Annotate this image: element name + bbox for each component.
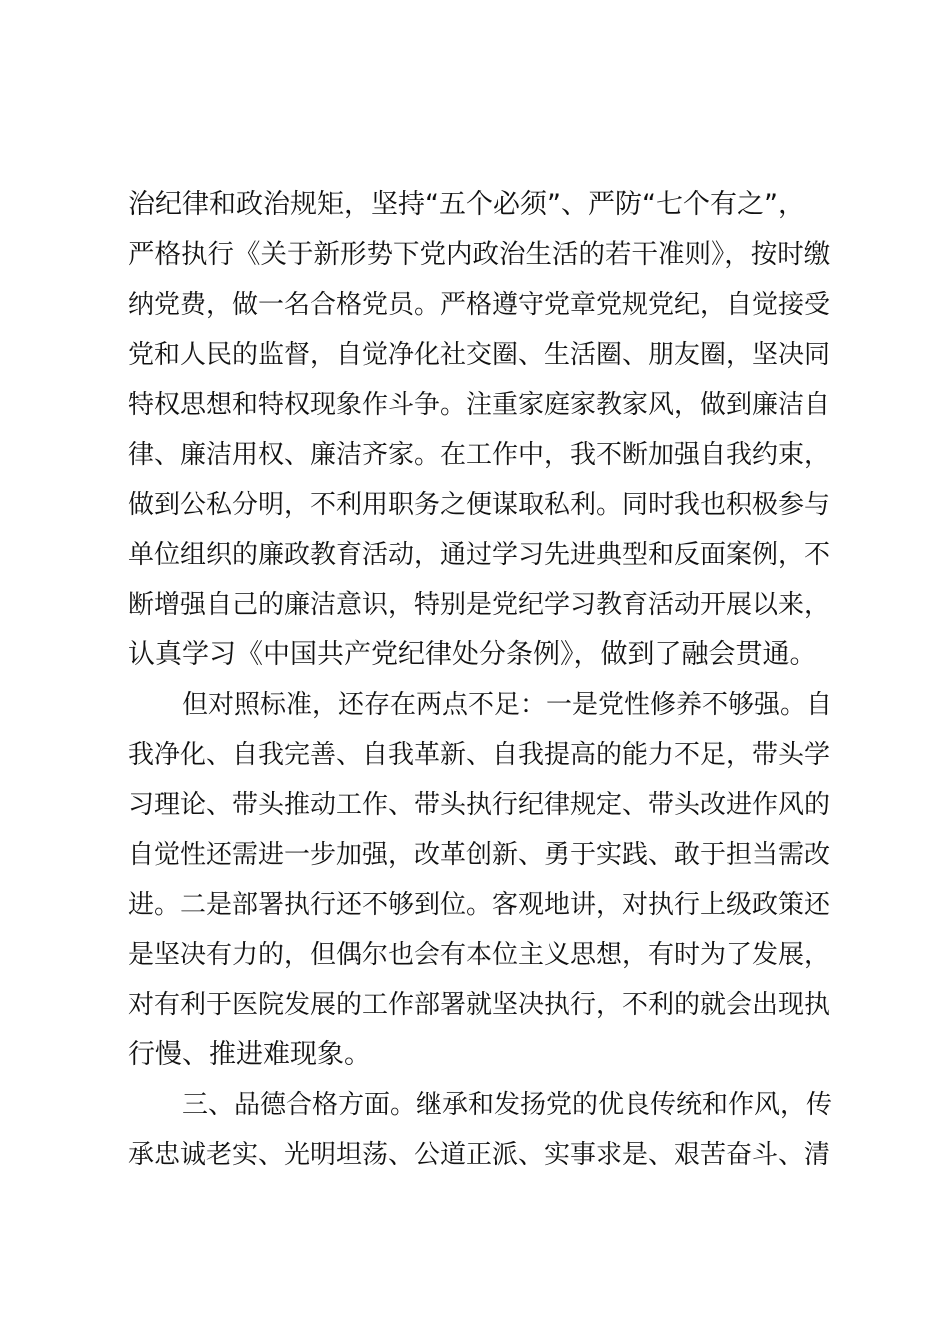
body-text	[128, 180, 834, 1180]
text-line: 断增强自己的廉洁意识，特别是党纪学习教育活动开展以来，	[128, 590, 831, 620]
text-line: 三、品德合格方面。继承和发扬党的优良传统和作风，传	[182, 1090, 833, 1120]
text-line: 对有利于医院发展的工作部署就坚决执行，不利的就会出现执	[128, 990, 831, 1020]
text-line: 严格执行《关于新形势下党内政治生活的若干准则》，按时缴	[128, 239, 831, 270]
paragraph-discipline	[128, 180, 834, 680]
text-line: 治纪律和政治规矩，坚持“五个必须”、严防“七个有之”，	[128, 189, 805, 220]
text-line: 习理论、带头推动工作、带头执行纪律规定、带头改进作风的	[128, 790, 831, 820]
text-line: 我净化、自我完善、自我革新、自我提高的能力不足，带头学	[128, 740, 831, 770]
text-line: 特权思想和特权现象作斗争。注重家庭家教家风，做到廉洁自	[128, 390, 831, 420]
paragraph-character	[128, 1080, 834, 1180]
text-line: 自觉性还需进一步加强，改革创新、勇于实践、敢于担当需改	[128, 840, 831, 870]
text-line: 做到公私分明，不利用职务之便谋取私利。同时我也积极参与	[128, 490, 831, 520]
text-line: 是坚决有力的，但偶尔也会有本位主义思想，有时为了发展，	[128, 940, 831, 970]
text-line: 行慢、推进难现象。	[128, 1039, 371, 1070]
paragraph-shortcomings	[128, 680, 834, 1080]
text-line: 但对照标准，还存在两点不足：一是党性修养不够强。自	[182, 690, 833, 720]
text-line: 承忠诚老实、光明坦荡、公道正派、实事求是、艰苦奋斗、清	[128, 1140, 831, 1170]
text-line: 党和人民的监督，自觉净化社交圈、生活圈、朋友圈，坚决同	[128, 340, 831, 370]
text-line: 认真学习《中国共产党纪律处分条例》，做到了融会贯通。	[128, 639, 817, 670]
text-line: 单位组织的廉政教育活动，通过学习先进典型和反面案例，不	[128, 540, 831, 570]
text-line: 进。二是部署执行还不够到位。客观地讲，对执行上级政策还	[128, 890, 831, 920]
text-line: 纳党费，做一名合格党员。严格遵守党章党规党纪，自觉接受	[128, 290, 831, 320]
text-line: 律、廉洁用权、廉洁齐家。在工作中，我不断加强自我约束，	[128, 440, 831, 470]
